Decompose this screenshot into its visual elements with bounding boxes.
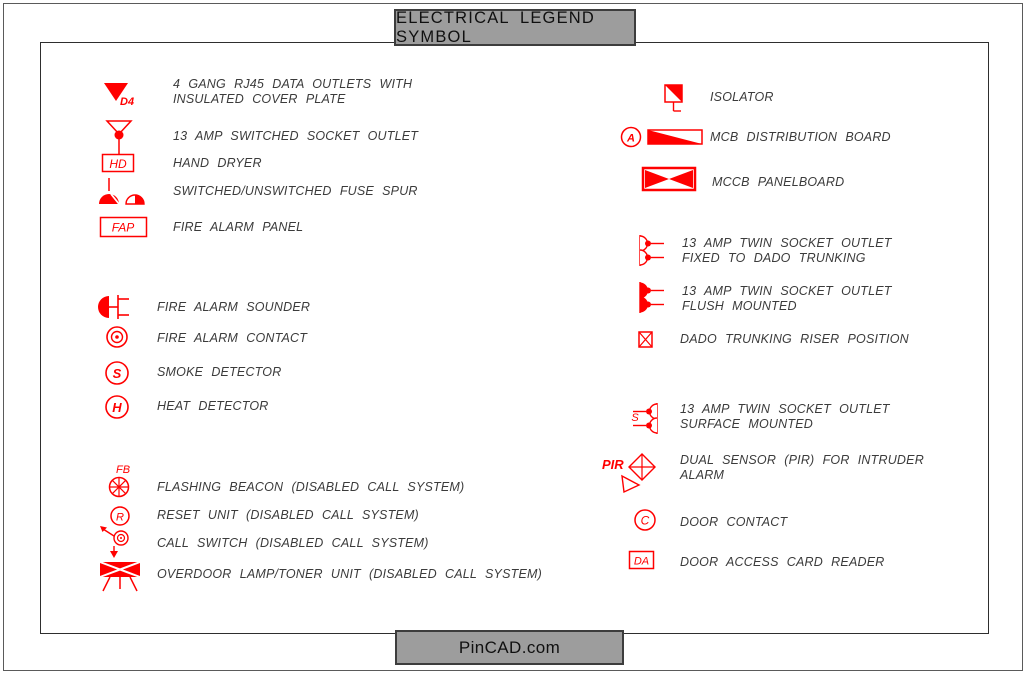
page-title: ELECTRICAL LEGEND SYMBOL: [396, 8, 596, 46]
label-dado-riser: DADO TRUNKING RISER POSITION: [680, 332, 909, 346]
label-door-access-reader: DOOR ACCESS CARD READER: [680, 555, 885, 569]
label-flashing-beacon: FLASHING BEACON (DISABLED CALL SYSTEM): [157, 480, 465, 494]
label-door-contact: DOOR CONTACT: [680, 515, 788, 529]
svg-text:S: S: [631, 412, 639, 424]
svg-text:DA: DA: [633, 555, 650, 568]
switched-socket-outlet-icon: [104, 118, 136, 158]
mccb-panelboard-icon: [641, 166, 699, 194]
label-smoke-detector: SMOKE DETECTOR: [157, 365, 282, 379]
label-call-switch: CALL SWITCH (DISABLED CALL SYSTEM): [157, 536, 429, 550]
label-fuse-spur: SWITCHED/UNSWITCHED FUSE SPUR: [173, 184, 418, 198]
title-bar: [394, 9, 636, 46]
svg-text:R: R: [116, 511, 124, 524]
door-access-reader-icon: [628, 550, 658, 572]
label-pir-sensor: DUAL SENSOR (PIR) FOR INTRUDER ALARM: [680, 453, 924, 482]
svg-text:FAP: FAP: [111, 220, 135, 235]
label-fire-alarm-sounder: FIRE ALARM SOUNDER: [157, 300, 311, 314]
fire-alarm-panel-icon: [99, 216, 151, 240]
fuse-spur-icon: [96, 176, 150, 208]
label-overdoor-lamp: OVERDOOR LAMP/TONER UNIT (DISABLED CALL SYSTEM): [157, 567, 542, 581]
label-reset-unit: RESET UNIT (DISABLED CALL SYSTEM): [157, 508, 419, 522]
call-switch-icon: [98, 524, 134, 562]
mcb-distribution-board-icon: [620, 124, 708, 152]
svg-text:D4: D4: [120, 96, 135, 108]
label-hand-dryer: HAND DRYER: [173, 156, 262, 170]
label-fire-alarm-panel: FIRE ALARM PANEL: [173, 220, 304, 234]
svg-text:H: H: [112, 400, 122, 415]
svg-text:PIR: PIR: [602, 457, 624, 472]
heat-detector-icon: [104, 394, 132, 422]
flashing-beacon-icon: [105, 462, 137, 500]
svg-text:C: C: [640, 513, 650, 528]
footer-text: PinCAD.com: [458, 637, 561, 657]
svg-text:FB: FB: [115, 464, 131, 476]
fire-alarm-contact-icon: [104, 324, 132, 352]
label-heat-detector: HEAT DETECTOR: [157, 399, 269, 413]
dado-riser-icon: [637, 330, 657, 352]
svg-text:HD: HD: [109, 157, 127, 171]
twin-socket-surface-icon: [618, 401, 662, 437]
rj45-data-outlet-icon: [100, 78, 146, 108]
label-switched-socket: 13 AMP SWITCHED SOCKET OUTLET: [173, 129, 419, 143]
fire-alarm-sounder-icon: [96, 293, 134, 321]
twin-socket-flush-icon: [636, 280, 678, 316]
svg-text:A: A: [627, 132, 635, 145]
door-contact-icon: [633, 508, 659, 534]
label-twin-socket-dado: 13 AMP TWIN SOCKET OUTLET FIXED TO DADO TRUNKING: [682, 236, 892, 265]
pir-sensor-icon: [598, 448, 662, 498]
label-twin-socket-flush: 13 AMP TWIN SOCKET OUTLET FLUSH MOUNTED: [682, 284, 892, 313]
footer-bar: [395, 630, 624, 665]
label-fire-alarm-contact: FIRE ALARM CONTACT: [157, 331, 308, 345]
overdoor-lamp-icon: [98, 560, 146, 594]
label-rj45-data-outlet: 4 GANG RJ45 DATA OUTLETS WITH INSULATED COVER PLATE: [173, 77, 413, 106]
label-mccb-panelboard: MCCB PANELBOARD: [712, 175, 845, 189]
label-mcb-distribution-board: MCB DISTRIBUTION BOARD: [710, 130, 891, 144]
label-isolator: ISOLATOR: [710, 90, 774, 104]
label-twin-socket-surface: 13 AMP TWIN SOCKET OUTLET SURFACE MOUNTED: [680, 402, 890, 431]
twin-socket-dado-icon: [636, 233, 678, 269]
hand-dryer-icon: [101, 153, 137, 175]
isolator-icon: [662, 82, 694, 116]
svg-text:S: S: [112, 366, 122, 381]
smoke-detector-icon: [104, 360, 132, 388]
